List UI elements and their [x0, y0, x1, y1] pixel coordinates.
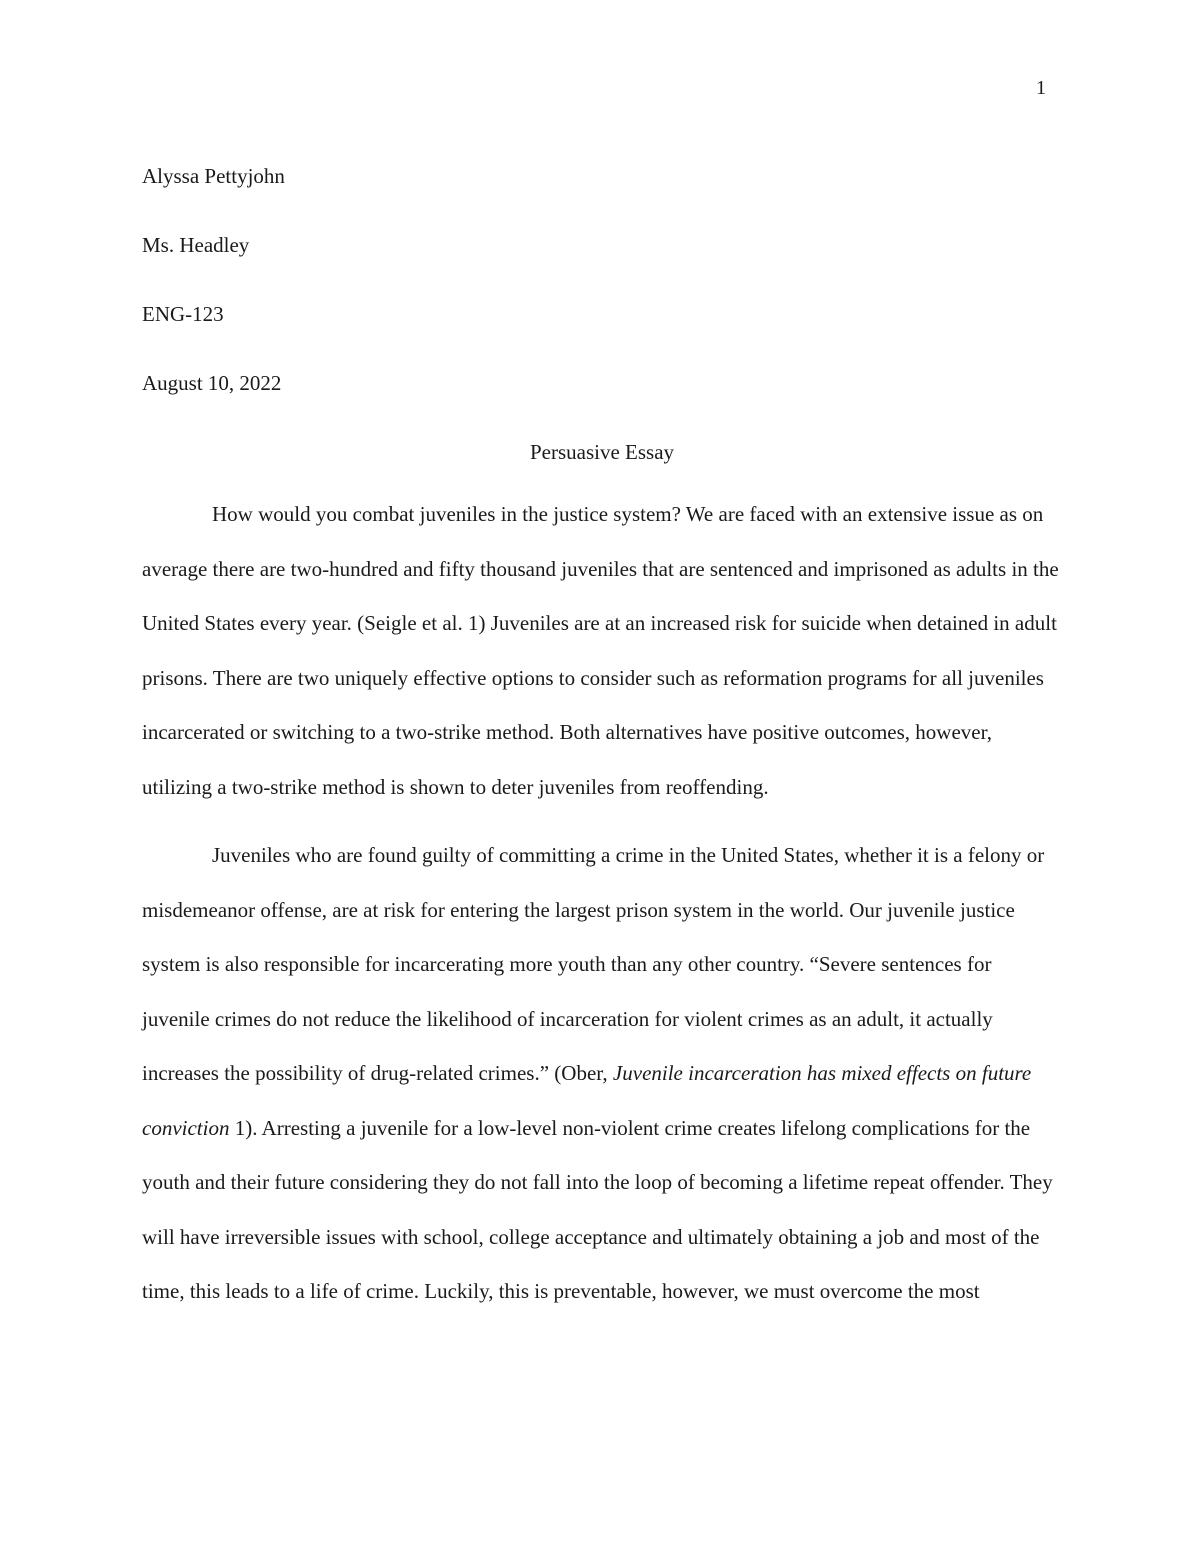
paragraph-1: How would you combat juveniles in the justice system? We are faced with an extensive issue as on average there are two-hundred and fifty thousand juveniles that are sentenced and imprisoned as adults in the United States every year. (Seigle et al. 1) Juveniles are at an increased risk for suicide when detained in adult prisons. There are two uniquely effective options to consider such as reformation programs for all juveniles incarcerated or switching to a two-strike method. Both alternatives have positive outcomes, however, utilizing a two-strike method is shown to deter juveniles from reoffending.: [142, 502, 1059, 799]
author-name: Alyssa Pettyjohn: [142, 164, 285, 188]
paragraph-2-text-after-citation: 1). Arresting a juvenile for a low-level non-violent crime creates lifelong complications for the youth and their future considering they do not fall into the loop of becoming a lifetime repeat offender. They will have irreversible issues with school, college acceptance and ultimately obtaining a job and most of the time, this leads to a life of crime. Luckily, this is preventable, however, we must overcome the most: [142, 1115, 1053, 1303]
course-code: ENG-123: [142, 302, 224, 326]
page-number: 1: [1036, 77, 1046, 99]
paragraph-2-text-before-citation: Juveniles who are found guilty of committing a crime in the United States, whether it is a felony or misdemeanor offense, are at risk for entering the largest prison system in the world. Our juvenile justice system is also responsible for incarcerating more youth than any other country. “Severe sentences for juvenile crimes do not reduce the likelihood of incarceration for violent crimes as an adult, it actually increases the possibility of drug-related crimes.” (Ober,: [142, 843, 1045, 1085]
essay-title: Persuasive Essay: [529, 440, 675, 464]
essay-date: August 10, 2022: [142, 371, 282, 395]
instructor-name: Ms. Headley: [142, 233, 250, 257]
document-body: [142, 142, 1062, 1319]
paragraph-2-citation-title: Juvenile incarceration has mixed effects on future conviction: [142, 1061, 1032, 1140]
paragraph-2: [142, 828, 1062, 1319]
